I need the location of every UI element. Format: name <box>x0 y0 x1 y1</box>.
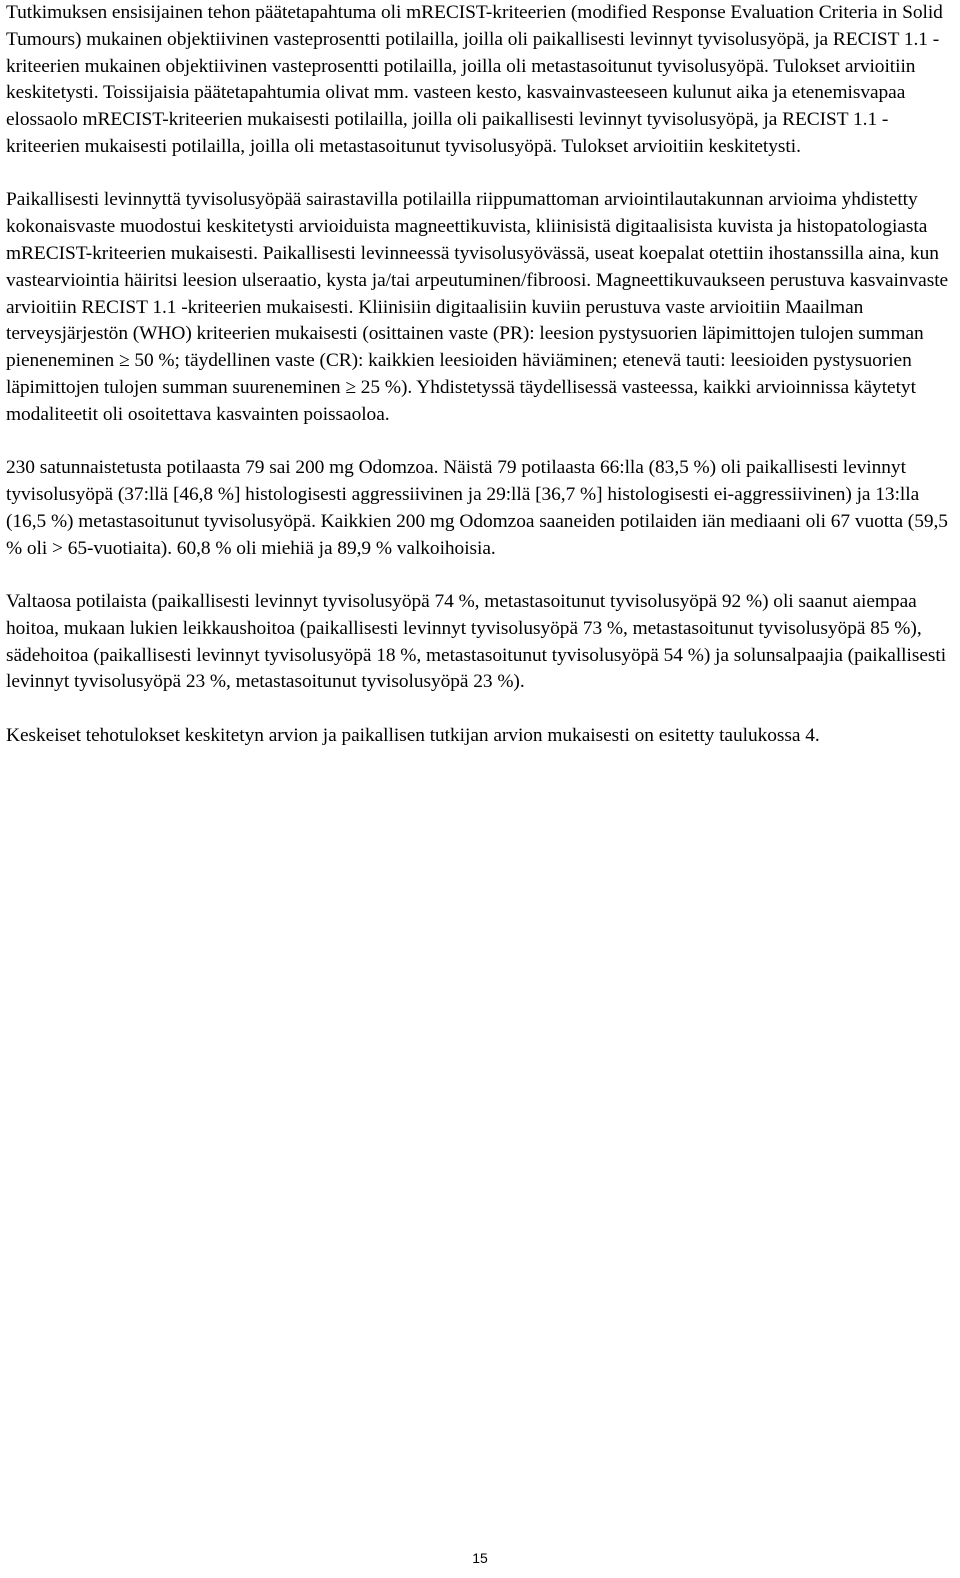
page-number: 15 <box>472 1550 488 1566</box>
paragraph-response-assessment: Paikallisesti levinnyttä tyvisolusyöpää sairastavilla potilailla riippumattoman arviointilautakunnan arvioima yhdistetty kokonaisvaste muodostui keskitetysti arvioiduista magneettikuvista, kliinisistä digitaalisista kuvista ja histopatologiasta mRECIST-kriteerien mukaisesti. Paikallisesti levinneessä tyvisolusyövässä, useat koepalat otettiin ihostanssilla aina, kun vastearviointia häiritsi leesion ulseraatio, kysta ja/tai arpeutuminen/fibroosi. Magneettikuvaukseen perustuva kasvainvaste arvioitiin RECIST 1.1 -kriteerien mukaisesti. Kliinisiin digitaalisiin kuviin perustuva vaste arvioitiin Maailman terveysjärjestön (WHO) kriteerien mukaisesti (osittainen vaste (PR): leesion pystysuorien läpimittojen tulojen summan pieneneminen ≥ 50 %; täydellinen vaste (CR): kaikkien leesioiden häviäminen; etenevä tauti: leesioiden pystysuorien läpimittojen tulojen summan suureneminen ≥ 25 %). Yhdistetyssä täydellisessä vasteessa, kaikki arvioinnissa käytetyt modaliteetit oli osoitettava kasvainten poissaoloa. <box>6 189 949 425</box>
document-page <box>6 0 956 750</box>
paragraph-patient-population: 230 satunnaistetusta potilaasta 79 sai 200 mg Odomzoa. Näistä 79 potilaasta 66:lla (83,5 %) oli paikallisesti levinnyt tyvisolusyöpä (37:llä [46,8 %] histologisesti aggressiivinen ja 29:llä [36,7 %] histologisesti ei-aggressiivinen) ja 13:lla (16,5 %) metastasoitunut tyvisolusyöpä. Kaikkien 200 mg Odomzoa saaneiden potilaiden iän mediaani oli 67 vuotta (59,5 % oli > 65-vuotiaita). 60,8 % oli miehiä ja 89,9 % valkoihoisia. <box>6 457 948 559</box>
paragraph-prior-treatment: Valtaosa potilaista (paikallisesti levinnyt tyvisolusyöpä 74 %, metastasoitunut tyvisolusyöpä 92 %) oli saanut aiempaa hoitoa, mukaan lukien leikkaushoitoa (paikallisesti levinnyt tyvisolusyöpä 73 %, metastasoitunut tyvisolusyöpä 85 %), sädehoitoa (paikallisesti levinnyt tyvisolusyöpä 18 %, metastasoitunut tyvisolusyöpä 54 %) ja solunsalpaajia (paikallisesti levinnyt tyvisolusyöpä 23 %, metastasoitunut tyvisolusyöpä 23 %). <box>6 590 947 693</box>
paragraph-primary-endpoint: Tutkimuksen ensisijainen tehon päätetapahtuma oli mRECIST-kriteerien (modified Response Evaluation Criteria in Solid Tumours) mukainen objektiivinen vasteprosentti potilailla, joilla oli paikallisesti levinnyt tyvisolusyöpä, ja RECIST 1.1 -kriteerien mukainen objektiivinen vasteprosentti potilailla, joilla oli metastasoitunut tyvisolusyöpä. Tulokset arvioitiin keskitetysti. Toissijaisia päätetapahtumia olivat mm. vasteen kesto, kasvainvasteeseen kulunut aika ja etenemisvapaa elossaolo mRECIST-kriteerien mukaisesti potilailla, joilla oli paikallisesti levinnyt tyvisolusyöpä, ja RECIST 1.1 -kriteerien mukaisesti potilailla, joilla oli metastasoitunut tyvisolusyöpä. Tulokset arvioitiin keskitetysti. <box>6 2 943 157</box>
paragraph-key-results-reference: Keskeiset tehotulokset keskitetyn arvion ja paikallisen tutkijan arvion mukaisesti on esitetty taulukossa 4. <box>6 724 820 746</box>
